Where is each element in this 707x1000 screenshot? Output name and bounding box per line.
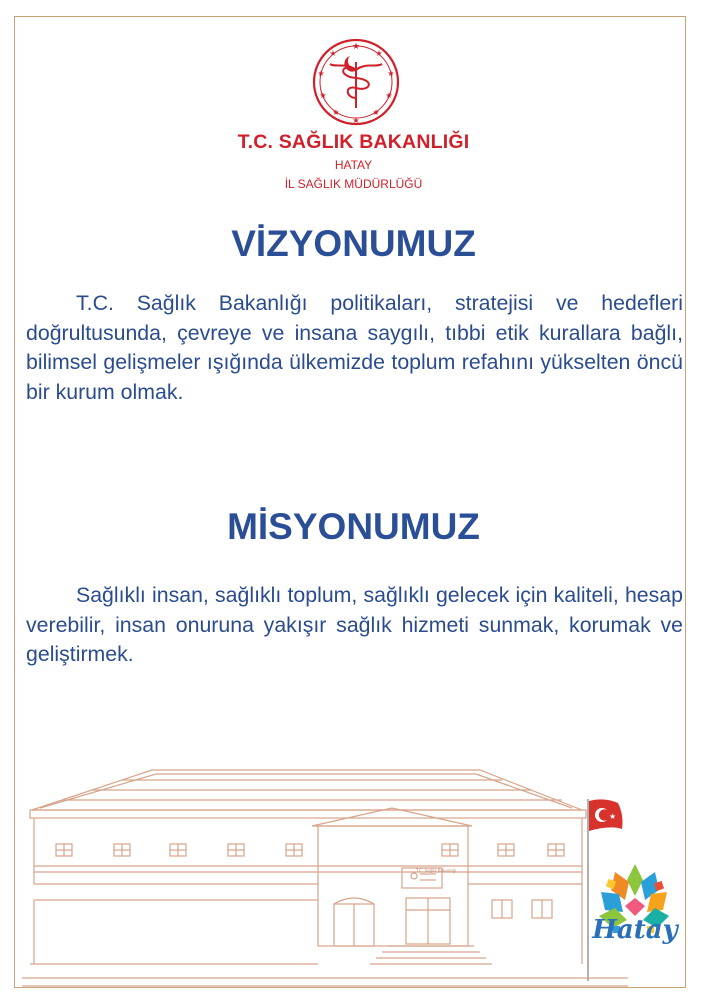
org-title: T.C. SAĞLIK BAKANLIĞI	[237, 131, 470, 153]
svg-text:★: ★	[317, 69, 325, 78]
ministry-of-health-emblem-icon	[302, 32, 410, 140]
vision-text: T.C. Sağlık Bakanlığı politikaları, stratejisi ve hedefleri doğrultusunda, çevreye ve insana saygılı, tıbbi etik kurallara bağlı, bilimsel gelişmeler ışığında ülkemizde toplum refahını yükselten öncü bir kurum olmak.	[26, 291, 683, 404]
svg-text:★: ★	[372, 108, 380, 117]
svg-text:★: ★	[385, 91, 393, 100]
svg-text:★: ★	[332, 108, 340, 117]
org-city: HATAY	[334, 158, 373, 172]
vision-heading: VİZYONUMUZ	[231, 223, 476, 264]
svg-text:★: ★	[609, 812, 617, 821]
svg-text:★: ★	[387, 69, 395, 78]
svg-text:★: ★	[351, 42, 361, 52]
svg-text:★: ★	[375, 49, 383, 58]
building-sign: T.C. Sağlık Bakanlığı	[416, 868, 457, 873]
svg-text:★: ★	[329, 49, 337, 58]
building-illustration-icon	[22, 764, 628, 988]
hatay-logo-text: Hatay	[592, 915, 678, 945]
svg-text:★: ★	[319, 91, 327, 100]
svg-text:★: ★	[352, 116, 360, 125]
mission-text: Sağlıklı insan, sağlıklı toplum, sağlıklı gelecek için kaliteli, hesap verebilir, insan onuruna yakışır sağlık hizmeti sunmak, korumak ve geliştirmek.	[26, 583, 683, 666]
mission-heading: MİSYONUMUZ	[227, 506, 480, 547]
hatay-logo-icon	[585, 862, 685, 952]
org-directorate: İL SAĞLIK MÜDÜRLÜĞÜ	[284, 177, 423, 191]
